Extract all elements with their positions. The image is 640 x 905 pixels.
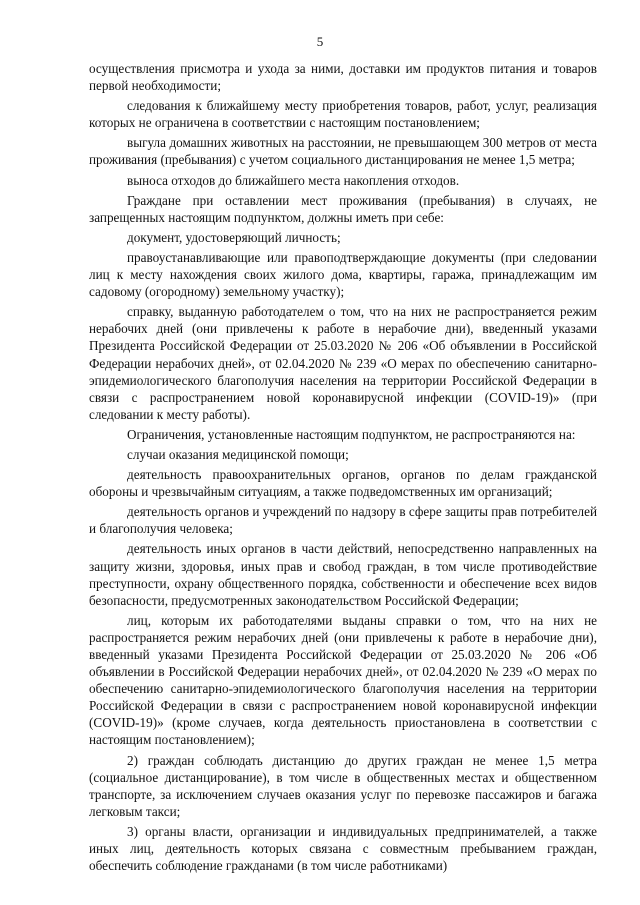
- paragraph-consumer-supervision: деятельность органов и учреждений по надзору в сфере защиты прав потребителей и благополучия человека;: [89, 504, 597, 537]
- paragraph-pet-walking: выгула домашних животных на расстоянии, не превышающем 300 метров от места проживания (пребывания) с учетом социального дистанцирования не менее 1,5 метра;: [89, 135, 597, 168]
- paragraph-medical-care: случаи оказания медицинской помощи;: [127, 446, 349, 462]
- paragraph-property-documents: правоустанавливающие или правоподтверждающие документы (при следовании лиц к месту нахождения своих жилого дома, квартиры, гаража, принадлежащим им садовому (огородному) земельному участку);: [89, 249, 597, 300]
- paragraph-other-bodies: деятельность иных органов в части действий, непосредственно направленных на защиту жизни, здоровья, иных прав и свобод граждан, в том числе противодействие преступности, охрану общественного порядка, собственности и обеспечение всех видов безопасности, предусмотренных законодательством Российской Федерации;: [89, 541, 597, 608]
- paragraph-employer-certificate: справку, выданную работодателем о том, что на них не распространяется режим нерабочих дней (они привлечены к работе в нерабочие дни), введенный указами Президента Российской Федерации от 25.03.2020 № 206 «Об объявлении в Российской Федерации нерабочих дней», от 02.04.2020 № 239 «О мерах по обеспечению санитарно-эпидемиологического благополучия населения на территории Российской Федерации в связи с распространением новой коронавирусной инфекции (COVID-19)» (при следовании к месту работы).: [89, 304, 597, 422]
- paragraph-exceptions-intro: Ограничения, установленные настоящим подпунктом, не распространяются на:: [127, 426, 576, 442]
- document-body: [89, 60, 597, 877]
- paragraph-certified-workers: лиц, которым их работодателями выданы справки о том, что на них не распространяется режим нерабочих дней (они привлечены к работе в нерабочие дни), введенный указами Президента Российской Федерации от 25.03.2020 № 206 «Об объявлении в Российской Федерации нерабочих дней», от 02.04.2020 № 239 «О мерах по обеспечению санитарно-эпидемиологического благополучия населения на территории Российской Федерации в связи с распространением новой коронавирусной инфекции (COVID-19)» (кроме случаев, когда деятельность приостановлена в соответствии с настоящим постановлением);: [89, 612, 597, 748]
- paragraph-identity-document: документ, удостоверяющий личность;: [127, 229, 341, 245]
- paragraph-care-continuation: осуществления присмотра и ухода за ними, доставки им продуктов питания и товаров первой необходимости;: [89, 61, 597, 94]
- paragraph-waste-disposal: выноса отходов до ближайшего места накопления отходов.: [127, 172, 460, 188]
- paragraph-organizations-duty: 3) органы власти, организации и индивидуальных предпринимателей, а также иных лиц, деятельность которых связана с совместным пребыванием граждан, обеспечить соблюдение гражданами (в том числе работниками): [89, 823, 597, 874]
- paragraph-documents-intro: Граждане при оставлении мест проживания (пребывания) в случаях, не запрещенных настоящим подпунктом, должны иметь при себе:: [89, 192, 597, 225]
- paragraph-law-enforcement: деятельность правоохранительных органов, органов по делам гражданской обороны и чрезвычайным ситуациям, а также подведомственных им организаций;: [89, 467, 597, 500]
- paragraph-nearest-shop: следования к ближайшему месту приобретения товаров, работ, услуг, реализация которых не ограничена в соответствии с настоящим постановлением;: [89, 98, 597, 131]
- page-number: 5: [316, 34, 324, 49]
- paragraph-social-distancing: 2) граждан соблюдать дистанцию до других граждан не менее 1,5 метра (социальное дистанцирование), в том числе в общественных местах и общественном транспорте, за исключением случаев оказания услуг по перевозке пассажиров и багажа легковым такси;: [89, 752, 597, 819]
